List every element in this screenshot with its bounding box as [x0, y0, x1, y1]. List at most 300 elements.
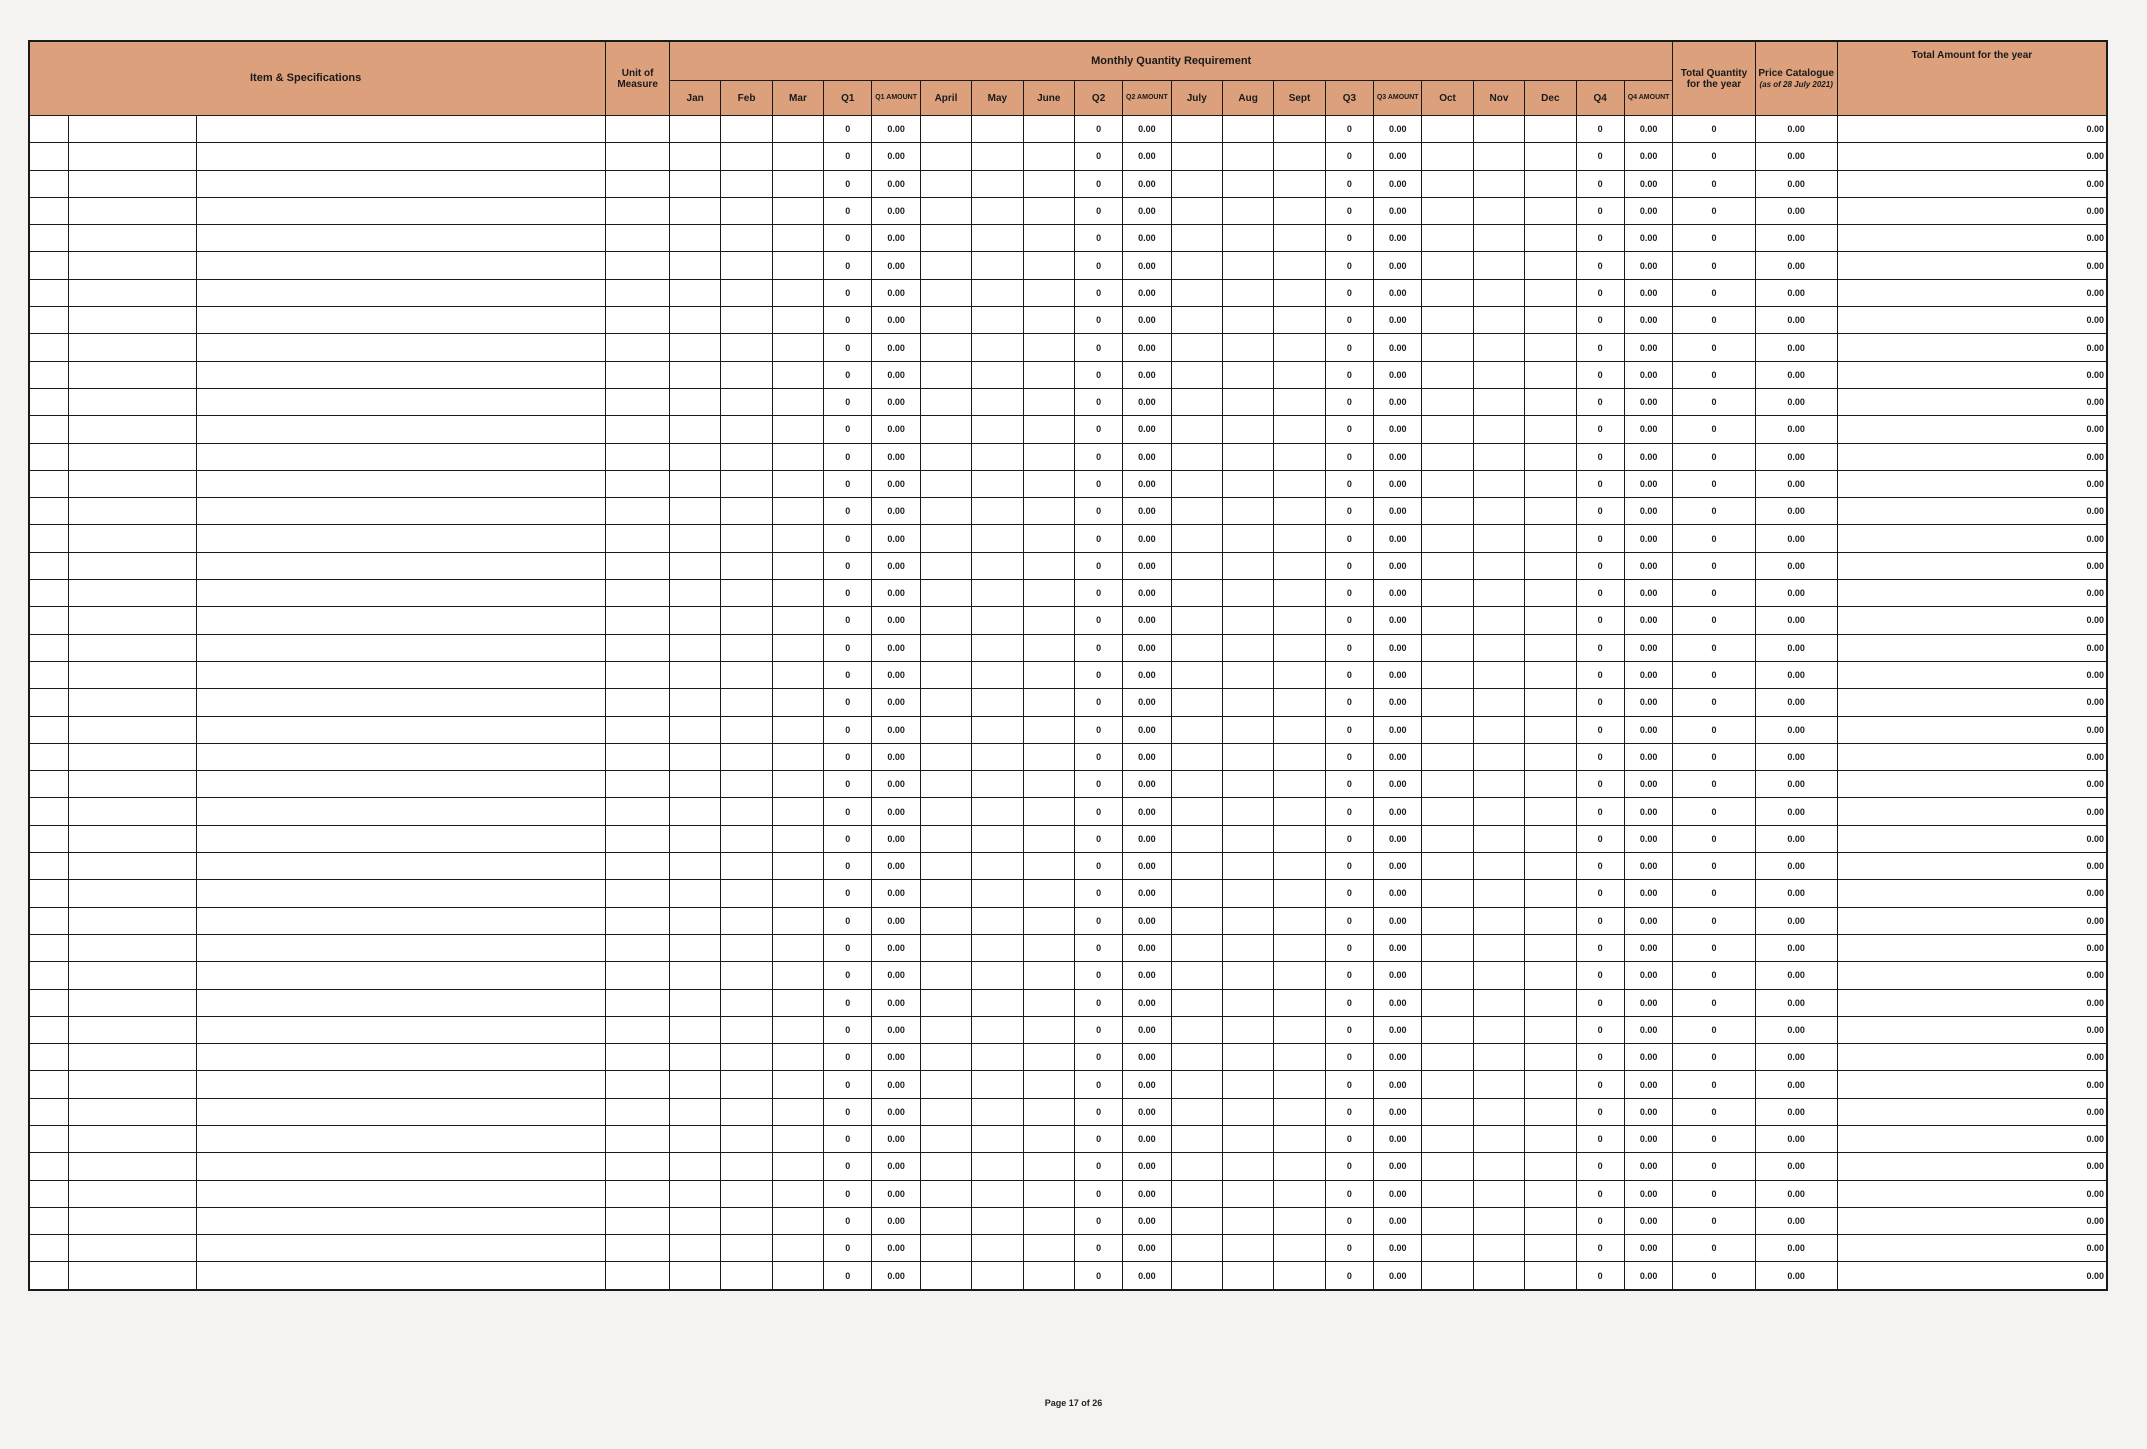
quarter-qty-cell: 0	[1074, 197, 1122, 224]
total-amount-cell: 0.00	[1837, 1262, 2107, 1290]
month-qty-cell	[1473, 798, 1524, 825]
quarter-amount-cell: 0.00	[1123, 361, 1171, 388]
month-qty-cell	[920, 1016, 971, 1043]
month-qty-cell	[772, 934, 823, 961]
unit-cell	[606, 1098, 670, 1125]
month-qty-cell	[1473, 443, 1524, 470]
month-qty-cell	[1171, 716, 1222, 743]
quarter-amount-cell: 0.00	[872, 934, 920, 961]
month-qty-cell	[1525, 1180, 1576, 1207]
table-row	[29, 580, 2107, 607]
unit-cell	[606, 825, 670, 852]
row-number-cell	[29, 252, 68, 279]
total-qty-cell: 0	[1673, 743, 1755, 770]
month-qty-cell	[1023, 934, 1074, 961]
quarter-qty-cell: 0	[1074, 416, 1122, 443]
month-qty-cell	[772, 907, 823, 934]
month-qty-cell	[972, 552, 1023, 579]
month-qty-cell	[1525, 661, 1576, 688]
quarter-qty-cell: 0	[1074, 143, 1122, 170]
month-qty-cell	[1023, 989, 1074, 1016]
col-header-q1: Q1	[824, 81, 872, 116]
month-qty-cell	[1023, 279, 1074, 306]
month-qty-cell	[1422, 825, 1473, 852]
quarter-qty-cell: 0	[1074, 1235, 1122, 1262]
month-qty-cell	[1274, 252, 1325, 279]
quarter-amount-cell: 0.00	[1123, 634, 1171, 661]
month-qty-cell	[1222, 388, 1273, 415]
quarter-amount-cell: 0.00	[1624, 743, 1673, 770]
quarter-amount-cell: 0.00	[1624, 907, 1673, 934]
col-header-q3: Q3	[1325, 81, 1373, 116]
month-qty-cell	[721, 716, 772, 743]
month-qty-cell	[1422, 853, 1473, 880]
month-qty-cell	[920, 225, 971, 252]
month-qty-cell	[1473, 989, 1524, 1016]
total-qty-cell: 0	[1673, 1016, 1755, 1043]
month-qty-cell	[1525, 252, 1576, 279]
month-qty-cell	[1422, 798, 1473, 825]
quarter-qty-cell: 0	[1325, 580, 1373, 607]
month-qty-cell	[1473, 689, 1524, 716]
quarter-amount-cell: 0.00	[1123, 1207, 1171, 1234]
quarter-amount-cell: 0.00	[1123, 989, 1171, 1016]
quarter-qty-cell: 0	[1576, 580, 1624, 607]
quarter-qty-cell: 0	[1325, 743, 1373, 770]
item-code-cell	[68, 498, 197, 525]
month-qty-cell	[1422, 525, 1473, 552]
total-amount-cell: 0.00	[1837, 907, 2107, 934]
month-qty-cell	[1023, 580, 1074, 607]
month-qty-cell	[721, 798, 772, 825]
quarter-qty-cell: 0	[1325, 361, 1373, 388]
month-qty-cell	[1422, 116, 1473, 143]
unit-cell	[606, 1207, 670, 1234]
quarter-qty-cell: 0	[1074, 798, 1122, 825]
quarter-amount-cell: 0.00	[1123, 1153, 1171, 1180]
table-row	[29, 907, 2107, 934]
quarter-qty-cell: 0	[1576, 143, 1624, 170]
unit-cell	[606, 334, 670, 361]
total-qty-cell: 0	[1673, 525, 1755, 552]
month-qty-cell	[669, 1262, 720, 1290]
quarter-qty-cell: 0	[1576, 279, 1624, 306]
col-header-dec: Dec	[1525, 81, 1576, 116]
total-qty-cell: 0	[1673, 689, 1755, 716]
month-qty-cell	[1171, 634, 1222, 661]
quarter-qty-cell: 0	[824, 416, 872, 443]
quarter-amount-cell: 0.00	[872, 252, 920, 279]
quarter-amount-cell: 0.00	[872, 962, 920, 989]
month-qty-cell	[1171, 416, 1222, 443]
month-qty-cell	[1222, 880, 1273, 907]
quarter-amount-cell: 0.00	[1123, 470, 1171, 497]
row-number-cell	[29, 962, 68, 989]
month-qty-cell	[1222, 252, 1273, 279]
month-qty-cell	[920, 525, 971, 552]
quarter-qty-cell: 0	[1576, 1016, 1624, 1043]
month-qty-cell	[1473, 743, 1524, 770]
quarter-amount-cell: 0.00	[1374, 416, 1422, 443]
month-qty-cell	[721, 1180, 772, 1207]
month-qty-cell	[1525, 197, 1576, 224]
unit-cell	[606, 416, 670, 443]
total-qty-cell: 0	[1673, 1262, 1755, 1290]
total-qty-cell: 0	[1673, 307, 1755, 334]
quarter-qty-cell: 0	[1325, 1180, 1373, 1207]
price-cell: 0.00	[1755, 225, 1837, 252]
quarter-amount-cell: 0.00	[1624, 934, 1673, 961]
month-qty-cell	[1422, 689, 1473, 716]
item-spec-cell	[197, 279, 606, 306]
month-qty-cell	[972, 143, 1023, 170]
quarter-amount-cell: 0.00	[1624, 1071, 1673, 1098]
month-qty-cell	[1023, 907, 1074, 934]
month-qty-cell	[721, 743, 772, 770]
quarter-amount-cell: 0.00	[1123, 580, 1171, 607]
total-amount-cell: 0.00	[1837, 689, 2107, 716]
item-code-cell	[68, 962, 197, 989]
month-qty-cell	[772, 1235, 823, 1262]
month-qty-cell	[669, 1207, 720, 1234]
month-qty-cell	[1473, 416, 1524, 443]
month-qty-cell	[920, 634, 971, 661]
col-header-nov: Nov	[1473, 81, 1524, 116]
month-qty-cell	[920, 470, 971, 497]
quarter-amount-cell: 0.00	[1624, 798, 1673, 825]
total-qty-cell: 0	[1673, 1044, 1755, 1071]
price-cell: 0.00	[1755, 116, 1837, 143]
unit-cell	[606, 225, 670, 252]
month-qty-cell	[1023, 825, 1074, 852]
total-amount-cell: 0.00	[1837, 361, 2107, 388]
quarter-amount-cell: 0.00	[1374, 143, 1422, 170]
month-qty-cell	[972, 334, 1023, 361]
quarter-amount-cell: 0.00	[1624, 1180, 1673, 1207]
quarter-qty-cell: 0	[824, 143, 872, 170]
month-qty-cell	[972, 1207, 1023, 1234]
quarter-qty-cell: 0	[1074, 580, 1122, 607]
price-cell: 0.00	[1755, 1153, 1837, 1180]
month-qty-cell	[1023, 197, 1074, 224]
total-amount-cell: 0.00	[1837, 1180, 2107, 1207]
quarter-qty-cell: 0	[1576, 170, 1624, 197]
month-qty-cell	[972, 470, 1023, 497]
quarter-amount-cell: 0.00	[872, 689, 920, 716]
quarter-amount-cell: 0.00	[872, 116, 920, 143]
quarter-qty-cell: 0	[1576, 1071, 1624, 1098]
month-qty-cell	[1171, 170, 1222, 197]
total-amount-cell: 0.00	[1837, 771, 2107, 798]
table-row	[29, 279, 2107, 306]
month-qty-cell	[972, 197, 1023, 224]
row-number-cell	[29, 771, 68, 798]
month-qty-cell	[1422, 361, 1473, 388]
item-code-cell	[68, 525, 197, 552]
month-qty-cell	[1222, 743, 1273, 770]
quarter-qty-cell: 0	[1325, 552, 1373, 579]
quarter-amount-cell: 0.00	[1624, 689, 1673, 716]
quarter-qty-cell: 0	[1074, 907, 1122, 934]
row-number-cell	[29, 743, 68, 770]
month-qty-cell	[972, 252, 1023, 279]
month-qty-cell	[669, 880, 720, 907]
month-qty-cell	[1422, 279, 1473, 306]
quarter-qty-cell: 0	[824, 525, 872, 552]
item-spec-cell	[197, 388, 606, 415]
row-number-cell	[29, 361, 68, 388]
quarter-qty-cell: 0	[1576, 607, 1624, 634]
month-qty-cell	[1023, 1016, 1074, 1043]
quarter-amount-cell: 0.00	[1624, 225, 1673, 252]
month-qty-cell	[1222, 907, 1273, 934]
item-spec-cell	[197, 1235, 606, 1262]
table-row	[29, 661, 2107, 688]
month-qty-cell	[669, 743, 720, 770]
row-number-cell	[29, 1262, 68, 1290]
month-qty-cell	[1023, 798, 1074, 825]
month-qty-cell	[1525, 143, 1576, 170]
month-qty-cell	[1023, 143, 1074, 170]
quarter-qty-cell: 0	[1576, 361, 1624, 388]
month-qty-cell	[1525, 1016, 1576, 1043]
month-qty-cell	[1222, 798, 1273, 825]
quarter-qty-cell: 0	[1576, 1125, 1624, 1152]
item-spec-cell	[197, 470, 606, 497]
quarter-amount-cell: 0.00	[1123, 498, 1171, 525]
month-qty-cell	[669, 443, 720, 470]
month-qty-cell	[1023, 1125, 1074, 1152]
month-qty-cell	[1171, 1180, 1222, 1207]
month-qty-cell	[721, 525, 772, 552]
month-qty-cell	[721, 880, 772, 907]
quarter-amount-cell: 0.00	[1123, 143, 1171, 170]
unit-cell	[606, 689, 670, 716]
item-spec-cell	[197, 416, 606, 443]
month-qty-cell	[1525, 279, 1576, 306]
quarter-qty-cell: 0	[824, 934, 872, 961]
month-qty-cell	[1171, 1044, 1222, 1071]
quarter-amount-cell: 0.00	[1123, 1235, 1171, 1262]
total-qty-cell: 0	[1673, 443, 1755, 470]
table-row	[29, 361, 2107, 388]
quarter-qty-cell: 0	[1576, 416, 1624, 443]
quarter-amount-cell: 0.00	[872, 1016, 920, 1043]
quarter-amount-cell: 0.00	[1374, 116, 1422, 143]
month-qty-cell	[1222, 689, 1273, 716]
month-qty-cell	[721, 580, 772, 607]
price-cell: 0.00	[1755, 907, 1837, 934]
month-qty-cell	[1023, 962, 1074, 989]
month-qty-cell	[920, 143, 971, 170]
month-qty-cell	[1473, 1180, 1524, 1207]
quarter-qty-cell: 0	[824, 689, 872, 716]
unit-cell	[606, 1016, 670, 1043]
month-qty-cell	[772, 443, 823, 470]
price-cell: 0.00	[1755, 798, 1837, 825]
quarter-qty-cell: 0	[1576, 1207, 1624, 1234]
month-qty-cell	[1023, 743, 1074, 770]
total-qty-cell: 0	[1673, 498, 1755, 525]
quarter-qty-cell: 0	[824, 1262, 872, 1290]
month-qty-cell	[1274, 825, 1325, 852]
month-qty-cell	[721, 907, 772, 934]
quarter-qty-cell: 0	[1074, 716, 1122, 743]
month-qty-cell	[1274, 989, 1325, 1016]
month-qty-cell	[1222, 307, 1273, 334]
month-qty-cell	[1422, 1044, 1473, 1071]
month-qty-cell	[1525, 116, 1576, 143]
item-code-cell	[68, 334, 197, 361]
row-number-cell	[29, 580, 68, 607]
total-qty-cell: 0	[1673, 279, 1755, 306]
price-cell: 0.00	[1755, 361, 1837, 388]
month-qty-cell	[772, 771, 823, 798]
month-qty-cell	[721, 1098, 772, 1125]
month-qty-cell	[669, 689, 720, 716]
item-code-cell	[68, 470, 197, 497]
month-qty-cell	[772, 416, 823, 443]
month-qty-cell	[669, 1153, 720, 1180]
month-qty-cell	[1473, 388, 1524, 415]
month-qty-cell	[1171, 443, 1222, 470]
month-qty-cell	[1473, 853, 1524, 880]
month-qty-cell	[721, 989, 772, 1016]
unit-cell	[606, 989, 670, 1016]
month-qty-cell	[1525, 798, 1576, 825]
item-spec-cell	[197, 552, 606, 579]
total-qty-cell: 0	[1673, 416, 1755, 443]
month-qty-cell	[1422, 498, 1473, 525]
item-code-cell	[68, 170, 197, 197]
price-cell: 0.00	[1755, 170, 1837, 197]
month-qty-cell	[1473, 1207, 1524, 1234]
table-row	[29, 1207, 2107, 1234]
quarter-amount-cell: 0.00	[1374, 279, 1422, 306]
month-qty-cell	[669, 1098, 720, 1125]
month-qty-cell	[1422, 443, 1473, 470]
month-qty-cell	[1274, 1071, 1325, 1098]
col-header-q1-amount: Q1 AMOUNT	[872, 81, 920, 116]
month-qty-cell	[1525, 552, 1576, 579]
quarter-qty-cell: 0	[1576, 962, 1624, 989]
month-qty-cell	[1171, 552, 1222, 579]
quarter-qty-cell: 0	[1325, 307, 1373, 334]
month-qty-cell	[1274, 470, 1325, 497]
total-qty-cell: 0	[1673, 1098, 1755, 1125]
month-qty-cell	[1222, 825, 1273, 852]
quarter-qty-cell: 0	[1576, 1153, 1624, 1180]
month-qty-cell	[721, 197, 772, 224]
quarter-qty-cell: 0	[1325, 498, 1373, 525]
month-qty-cell	[972, 1262, 1023, 1290]
month-qty-cell	[1171, 1016, 1222, 1043]
month-qty-cell	[1525, 470, 1576, 497]
row-number-cell	[29, 853, 68, 880]
unit-cell	[606, 361, 670, 388]
month-qty-cell	[1222, 962, 1273, 989]
price-cell: 0.00	[1755, 716, 1837, 743]
unit-cell	[606, 388, 670, 415]
price-cell: 0.00	[1755, 1180, 1837, 1207]
quarter-qty-cell: 0	[1325, 143, 1373, 170]
month-qty-cell	[1473, 252, 1524, 279]
item-spec-cell	[197, 143, 606, 170]
quarter-amount-cell: 0.00	[872, 197, 920, 224]
quarter-qty-cell: 0	[1074, 443, 1122, 470]
total-amount-cell: 0.00	[1837, 334, 2107, 361]
price-catalogue-label: Price Catalogue	[1758, 67, 1834, 79]
price-cell: 0.00	[1755, 443, 1837, 470]
total-qty-cell: 0	[1673, 907, 1755, 934]
table-row	[29, 416, 2107, 443]
quarter-amount-cell: 0.00	[1123, 798, 1171, 825]
quarter-amount-cell: 0.00	[1624, 1262, 1673, 1290]
item-code-cell	[68, 607, 197, 634]
total-qty-cell: 0	[1673, 1071, 1755, 1098]
quarter-qty-cell: 0	[824, 1207, 872, 1234]
month-qty-cell	[972, 798, 1023, 825]
quarter-amount-cell: 0.00	[1624, 334, 1673, 361]
table-row	[29, 1071, 2107, 1098]
month-qty-cell	[1171, 743, 1222, 770]
month-qty-cell	[1473, 1125, 1524, 1152]
month-qty-cell	[772, 962, 823, 989]
price-cell: 0.00	[1755, 989, 1837, 1016]
month-qty-cell	[721, 934, 772, 961]
quarter-amount-cell: 0.00	[1123, 1262, 1171, 1290]
month-qty-cell	[669, 989, 720, 1016]
price-cell: 0.00	[1755, 197, 1837, 224]
quarter-amount-cell: 0.00	[872, 525, 920, 552]
month-qty-cell	[772, 743, 823, 770]
month-qty-cell	[669, 907, 720, 934]
total-qty-cell: 0	[1673, 116, 1755, 143]
month-qty-cell	[972, 880, 1023, 907]
quarter-amount-cell: 0.00	[1374, 334, 1422, 361]
quarter-amount-cell: 0.00	[1123, 934, 1171, 961]
table-row	[29, 962, 2107, 989]
item-spec-cell	[197, 1262, 606, 1290]
item-code-cell	[68, 143, 197, 170]
month-qty-cell	[972, 1153, 1023, 1180]
quarter-qty-cell: 0	[1325, 252, 1373, 279]
month-qty-cell	[972, 1071, 1023, 1098]
unit-cell	[606, 1125, 670, 1152]
row-number-cell	[29, 225, 68, 252]
quarter-amount-cell: 0.00	[1624, 252, 1673, 279]
quarter-qty-cell: 0	[1576, 197, 1624, 224]
month-qty-cell	[669, 1016, 720, 1043]
price-cell: 0.00	[1755, 1098, 1837, 1125]
month-qty-cell	[1473, 880, 1524, 907]
col-header-mar: Mar	[772, 81, 823, 116]
quarter-qty-cell: 0	[1325, 1071, 1373, 1098]
month-qty-cell	[920, 907, 971, 934]
item-code-cell	[68, 197, 197, 224]
month-qty-cell	[972, 279, 1023, 306]
row-number-cell	[29, 634, 68, 661]
month-qty-cell	[1422, 388, 1473, 415]
month-qty-cell	[1525, 825, 1576, 852]
month-qty-cell	[1274, 334, 1325, 361]
month-qty-cell	[1274, 1153, 1325, 1180]
month-qty-cell	[1422, 634, 1473, 661]
quarter-qty-cell: 0	[1576, 661, 1624, 688]
month-qty-cell	[1222, 634, 1273, 661]
month-qty-cell	[1525, 1262, 1576, 1290]
total-amount-cell: 0.00	[1837, 307, 2107, 334]
